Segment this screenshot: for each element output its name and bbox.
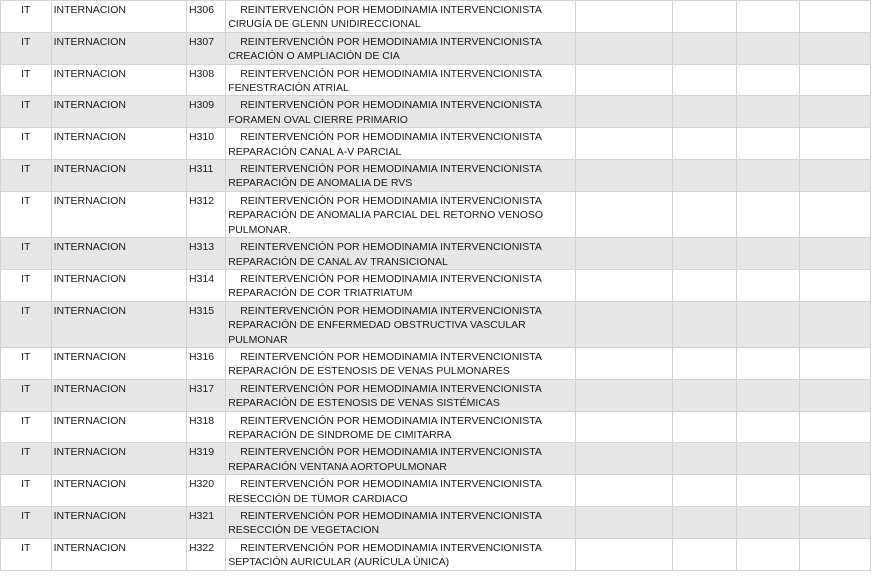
description-cell bbox=[226, 475, 576, 507]
empty-cell bbox=[672, 64, 736, 96]
empty-cell bbox=[672, 301, 736, 347]
empty-cell bbox=[799, 64, 870, 96]
type-cell: IT bbox=[1, 411, 52, 443]
empty-cell bbox=[672, 507, 736, 539]
code-cell: H308 bbox=[186, 64, 225, 96]
code-cell: H310 bbox=[186, 128, 225, 160]
empty-cell bbox=[799, 1, 870, 33]
area-cell: INTERNACION bbox=[51, 238, 186, 270]
description-cell bbox=[226, 64, 576, 96]
empty-cell bbox=[576, 128, 672, 160]
description-line: REPARACIÓN DE CANAL AV TRANSICIONAL bbox=[228, 255, 448, 268]
description-line-1: REINTERVENCIÓN POR HEMODINAMIA INTERVENCIONISTA bbox=[240, 382, 542, 395]
area-cell: INTERNACION bbox=[51, 379, 186, 411]
empty-cell bbox=[672, 379, 736, 411]
type-cell: IT bbox=[1, 32, 52, 64]
area-cell: INTERNACION bbox=[51, 64, 186, 96]
area-cell: INTERNACION bbox=[51, 443, 186, 475]
empty-cell bbox=[736, 238, 799, 270]
description-cell bbox=[226, 96, 576, 128]
description-cell bbox=[226, 379, 576, 411]
empty-cell bbox=[576, 301, 672, 347]
empty-cell bbox=[576, 32, 672, 64]
table-row bbox=[1, 64, 871, 96]
area-cell: INTERNACION bbox=[51, 128, 186, 160]
empty-cell bbox=[799, 507, 870, 539]
procedures-table-body bbox=[1, 1, 871, 571]
empty-cell bbox=[799, 32, 870, 64]
type-cell: IT bbox=[1, 538, 52, 570]
description-line: REPARACIÓN VENTANA AORTOPULMONAR bbox=[228, 460, 447, 473]
description-line: REPARACIÓN DE SINDROME DE CIMITARRA bbox=[228, 428, 452, 441]
empty-cell bbox=[576, 96, 672, 128]
empty-cell bbox=[799, 379, 870, 411]
table-row bbox=[1, 238, 871, 270]
description-line: REPARACIÓN DE ENFERMEDAD OBSTRUCTIVA VASCULAR bbox=[228, 319, 526, 332]
description-line: REPARACIÓN DE ANOMALIA DE RVS bbox=[228, 177, 413, 190]
empty-cell bbox=[799, 411, 870, 443]
code-cell: H322 bbox=[186, 538, 225, 570]
empty-cell bbox=[576, 475, 672, 507]
description-cell bbox=[226, 347, 576, 379]
description-line-1: REINTERVENCIÓN POR HEMODINAMIA INTERVENCIONISTA bbox=[240, 241, 542, 254]
code-cell: H311 bbox=[186, 160, 225, 192]
empty-cell bbox=[799, 347, 870, 379]
table-row bbox=[1, 475, 871, 507]
area-cell: INTERNACION bbox=[51, 96, 186, 128]
area-cell: INTERNACION bbox=[51, 32, 186, 64]
description-line: PULMONAR. bbox=[228, 223, 291, 236]
empty-cell bbox=[576, 538, 672, 570]
table-row bbox=[1, 1, 871, 33]
description-line: RESECCIÓN DE TUMOR CARDIACO bbox=[228, 492, 408, 505]
empty-cell bbox=[799, 238, 870, 270]
empty-cell bbox=[736, 443, 799, 475]
code-cell: H319 bbox=[186, 443, 225, 475]
empty-cell bbox=[736, 538, 799, 570]
empty-cell bbox=[672, 128, 736, 160]
empty-cell bbox=[736, 347, 799, 379]
area-cell: INTERNACION bbox=[51, 191, 186, 237]
description-line: SEPTACIÓN AURICULAR (AURÍCULA ÚNICA) bbox=[228, 556, 450, 569]
table-row bbox=[1, 128, 871, 160]
empty-cell bbox=[736, 32, 799, 64]
type-cell: IT bbox=[1, 160, 52, 192]
table-row bbox=[1, 269, 871, 301]
area-cell: INTERNACION bbox=[51, 538, 186, 570]
empty-cell bbox=[799, 443, 870, 475]
description-cell bbox=[226, 411, 576, 443]
area-cell: INTERNACION bbox=[51, 507, 186, 539]
code-cell: H307 bbox=[186, 32, 225, 64]
description-line: CREACIÓN O AMPLIACIÓN DE CIA bbox=[228, 50, 400, 63]
description-line-1: REINTERVENCIÓN POR HEMODINAMIA INTERVENCIONISTA bbox=[240, 350, 542, 363]
description-line-1: REINTERVENCIÓN POR HEMODINAMIA INTERVENCIONISTA bbox=[240, 414, 542, 427]
area-cell: INTERNACION bbox=[51, 160, 186, 192]
description-cell bbox=[226, 160, 576, 192]
empty-cell bbox=[736, 269, 799, 301]
empty-cell bbox=[576, 269, 672, 301]
description-line-1: REINTERVENCIÓN POR HEMODINAMIA INTERVENCIONISTA bbox=[240, 67, 542, 80]
empty-cell bbox=[736, 411, 799, 443]
description-cell bbox=[226, 443, 576, 475]
description-cell bbox=[226, 191, 576, 237]
empty-cell bbox=[576, 507, 672, 539]
table-row bbox=[1, 160, 871, 192]
description-line: RESECCIÓN DE VEGETACION bbox=[228, 524, 380, 537]
empty-cell bbox=[672, 347, 736, 379]
description-line-1: REINTERVENCIÓN POR HEMODINAMIA INTERVENCIONISTA bbox=[240, 131, 542, 144]
empty-cell bbox=[799, 160, 870, 192]
type-cell: IT bbox=[1, 64, 52, 96]
description-line-1: REINTERVENCIÓN POR HEMODINAMIA INTERVENCIONISTA bbox=[240, 304, 542, 317]
empty-cell bbox=[736, 1, 799, 33]
table-row bbox=[1, 96, 871, 128]
empty-cell bbox=[672, 538, 736, 570]
empty-cell bbox=[736, 96, 799, 128]
description-line: FENESTRACIÓN ATRIAL bbox=[228, 82, 349, 95]
code-cell: H312 bbox=[186, 191, 225, 237]
code-cell: H321 bbox=[186, 507, 225, 539]
empty-cell bbox=[736, 64, 799, 96]
description-line: REPARACIÒN DE ESTENOSIS DE VENAS SISTÉMICAS bbox=[228, 397, 500, 410]
description-cell bbox=[226, 507, 576, 539]
empty-cell bbox=[799, 191, 870, 237]
description-line: CIRUGÍA DE GLENN UNIDIRECCIONAL bbox=[228, 18, 421, 31]
code-cell: H316 bbox=[186, 347, 225, 379]
description-cell bbox=[226, 269, 576, 301]
description-line: REPARACIÓN DE ANOMALIA PARCIAL DEL RETORNO VENOSO bbox=[228, 209, 544, 222]
description-line: PULMONAR bbox=[228, 333, 288, 346]
description-line: REPARACIÓN DE COR TRIATRIATUM bbox=[228, 287, 413, 300]
type-cell: IT bbox=[1, 475, 52, 507]
table-row bbox=[1, 538, 871, 570]
type-cell: IT bbox=[1, 269, 52, 301]
empty-cell bbox=[672, 160, 736, 192]
empty-cell bbox=[576, 191, 672, 237]
description-line-1: REINTERVENCIÓN POR HEMODINAMIA INTERVENCIONISTA bbox=[240, 510, 542, 522]
empty-cell bbox=[736, 191, 799, 237]
empty-cell bbox=[799, 96, 870, 128]
type-cell: IT bbox=[1, 379, 52, 411]
area-cell: INTERNACION bbox=[51, 475, 186, 507]
empty-cell bbox=[736, 128, 799, 160]
empty-cell bbox=[672, 443, 736, 475]
table-row bbox=[1, 347, 871, 379]
empty-cell bbox=[576, 160, 672, 192]
description-line-1: REINTERVENCIÓN POR HEMODINAMIA INTERVENCIONISTA bbox=[240, 4, 542, 16]
code-cell: H318 bbox=[186, 411, 225, 443]
empty-cell bbox=[736, 379, 799, 411]
code-cell: H314 bbox=[186, 269, 225, 301]
table-row bbox=[1, 507, 871, 539]
type-cell: IT bbox=[1, 128, 52, 160]
code-cell: H313 bbox=[186, 238, 225, 270]
description-cell bbox=[226, 1, 576, 33]
empty-cell bbox=[672, 32, 736, 64]
empty-cell bbox=[672, 411, 736, 443]
table-row bbox=[1, 191, 871, 237]
empty-cell bbox=[799, 128, 870, 160]
type-cell: IT bbox=[1, 301, 52, 347]
code-cell: H309 bbox=[186, 96, 225, 128]
empty-cell bbox=[576, 379, 672, 411]
table-row bbox=[1, 443, 871, 475]
table-row bbox=[1, 379, 871, 411]
description-cell bbox=[226, 32, 576, 64]
description-line-1: REINTERVENCIÓN POR HEMODINAMIA INTERVENCIONISTA bbox=[240, 446, 542, 459]
description-line-1: REINTERVENCIÓN POR HEMODINAMIA INTERVENCIONISTA bbox=[240, 272, 542, 285]
table-row bbox=[1, 301, 871, 347]
code-cell: H315 bbox=[186, 301, 225, 347]
empty-cell bbox=[672, 191, 736, 237]
description-line: FORAMEN OVAL CIERRE PRIMARIO bbox=[228, 113, 408, 126]
description-cell bbox=[226, 128, 576, 160]
description-line: REPARACIÓN DE ESTENOSIS DE VENAS PULMONARES bbox=[228, 365, 510, 378]
area-cell: INTERNACION bbox=[51, 347, 186, 379]
type-cell: IT bbox=[1, 238, 52, 270]
empty-cell bbox=[736, 301, 799, 347]
type-cell: IT bbox=[1, 1, 52, 33]
type-cell: IT bbox=[1, 347, 52, 379]
empty-cell bbox=[576, 411, 672, 443]
empty-cell bbox=[736, 475, 799, 507]
area-cell: INTERNACION bbox=[51, 411, 186, 443]
empty-cell bbox=[736, 160, 799, 192]
description-line-1: REINTERVENCIÓN POR HEMODINAMIA INTERVENCIONISTA bbox=[240, 478, 542, 491]
empty-cell bbox=[672, 238, 736, 270]
type-cell: IT bbox=[1, 507, 52, 539]
empty-cell bbox=[672, 475, 736, 507]
empty-cell bbox=[672, 1, 736, 33]
empty-cell bbox=[672, 96, 736, 128]
empty-cell bbox=[576, 347, 672, 379]
type-cell: IT bbox=[1, 96, 52, 128]
empty-cell bbox=[576, 238, 672, 270]
description-line-1: REINTERVENCIÓN POR HEMODINAMIA INTERVENCIONISTA bbox=[240, 99, 542, 112]
empty-cell bbox=[799, 475, 870, 507]
empty-cell bbox=[576, 1, 672, 33]
empty-cell bbox=[576, 443, 672, 475]
type-cell: IT bbox=[1, 191, 52, 237]
empty-cell bbox=[799, 538, 870, 570]
empty-cell bbox=[799, 301, 870, 347]
description-line: REPARACIÓN CANAL A-V PARCIAL bbox=[228, 145, 402, 158]
table-row bbox=[1, 32, 871, 64]
description-line-1: REINTERVENCIÓN POR HEMODINAMIA INTERVENCIONISTA bbox=[240, 194, 542, 207]
type-cell: IT bbox=[1, 443, 52, 475]
table-row bbox=[1, 411, 871, 443]
description-line-1: REINTERVENCIÓN POR HEMODINAMIA INTERVENCIONISTA bbox=[240, 541, 542, 554]
code-cell: H306 bbox=[186, 1, 225, 33]
code-cell: H317 bbox=[186, 379, 225, 411]
empty-cell bbox=[799, 269, 870, 301]
description-line-1: REINTERVENCIÓN POR HEMODINAMIA INTERVENCIONISTA bbox=[240, 35, 542, 48]
empty-cell bbox=[736, 507, 799, 539]
area-cell: INTERNACION bbox=[51, 1, 186, 33]
description-cell bbox=[226, 538, 576, 570]
description-cell bbox=[226, 301, 576, 347]
code-cell: H320 bbox=[186, 475, 225, 507]
empty-cell bbox=[672, 269, 736, 301]
area-cell: INTERNACION bbox=[51, 301, 186, 347]
area-cell: INTERNACION bbox=[51, 269, 186, 301]
description-cell bbox=[226, 238, 576, 270]
description-line-1: REINTERVENCIÓN POR HEMODINAMIA INTERVENCIONISTA bbox=[240, 163, 542, 176]
empty-cell bbox=[576, 64, 672, 96]
